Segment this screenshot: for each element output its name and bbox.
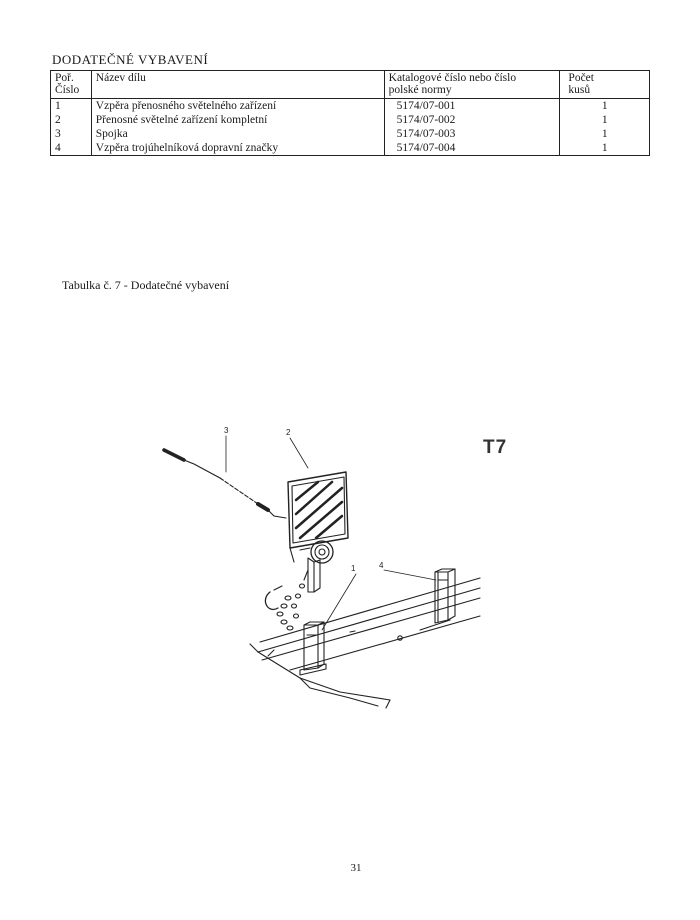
cell-no: 2 <box>51 113 92 127</box>
header-qty-line2: kusů <box>568 84 591 96</box>
table-row <box>51 127 650 141</box>
equipment-illustration <box>150 420 490 720</box>
callout-3: 3 <box>224 426 229 435</box>
header-name <box>91 71 384 99</box>
header-catalog-line1: Katalogové číslo nebo číslo <box>388 72 517 84</box>
equipment-drawing <box>150 420 490 720</box>
leader-lines <box>226 436 436 630</box>
header-catalog <box>384 71 560 99</box>
figure-label: T7 <box>483 437 508 458</box>
connector-cable-drawing <box>164 450 286 518</box>
cell-qty: 1 <box>560 141 650 156</box>
table-header-row <box>51 71 650 99</box>
header-qty-line1: Počet <box>568 72 594 84</box>
header-catalog-line2: polské normy <box>388 84 452 96</box>
table-row <box>51 141 650 156</box>
cell-qty: 1 <box>560 113 650 127</box>
cell-catalog: 5174/07-002 <box>384 113 560 127</box>
table-row <box>51 99 650 114</box>
cell-name: Vzpěra přenosného světelného zařízení <box>91 99 384 114</box>
cell-no: 1 <box>51 99 92 114</box>
table-row <box>51 113 650 127</box>
header-name-line1: Název dílu <box>95 72 146 84</box>
callout-1: 1 <box>351 564 356 573</box>
callout-2: 2 <box>286 428 291 437</box>
cell-catalog: 5174/07-003 <box>384 127 560 141</box>
header-no-line1: Poř. <box>55 72 74 84</box>
cell-no: 4 <box>51 141 92 156</box>
cell-name: Přenosné světelné zařízení kompletní <box>91 113 384 127</box>
cell-qty: 1 <box>560 99 650 114</box>
cell-name: Spojka <box>91 127 384 141</box>
portable-light-drawing <box>288 472 348 592</box>
cell-qty: 1 <box>560 127 650 141</box>
cell-catalog: 5174/07-004 <box>384 141 560 156</box>
cell-name: Vzpěra trojúhelníková dopravní značky <box>91 141 384 156</box>
parts-table <box>50 70 650 156</box>
table-caption: Tabulka č. 7 - Dodatečné vybavení <box>62 278 230 292</box>
cell-catalog: 5174/07-001 <box>384 99 560 114</box>
page-number: 31 <box>350 862 362 874</box>
header-qty <box>560 71 650 99</box>
header-no <box>51 71 92 99</box>
header-no-line2: Číslo <box>55 84 80 96</box>
cell-no: 3 <box>51 127 92 141</box>
section-title: DODATEČNÉ VYBAVENÍ <box>52 52 209 67</box>
chain-drawing <box>265 570 308 630</box>
callout-4: 4 <box>379 561 384 570</box>
